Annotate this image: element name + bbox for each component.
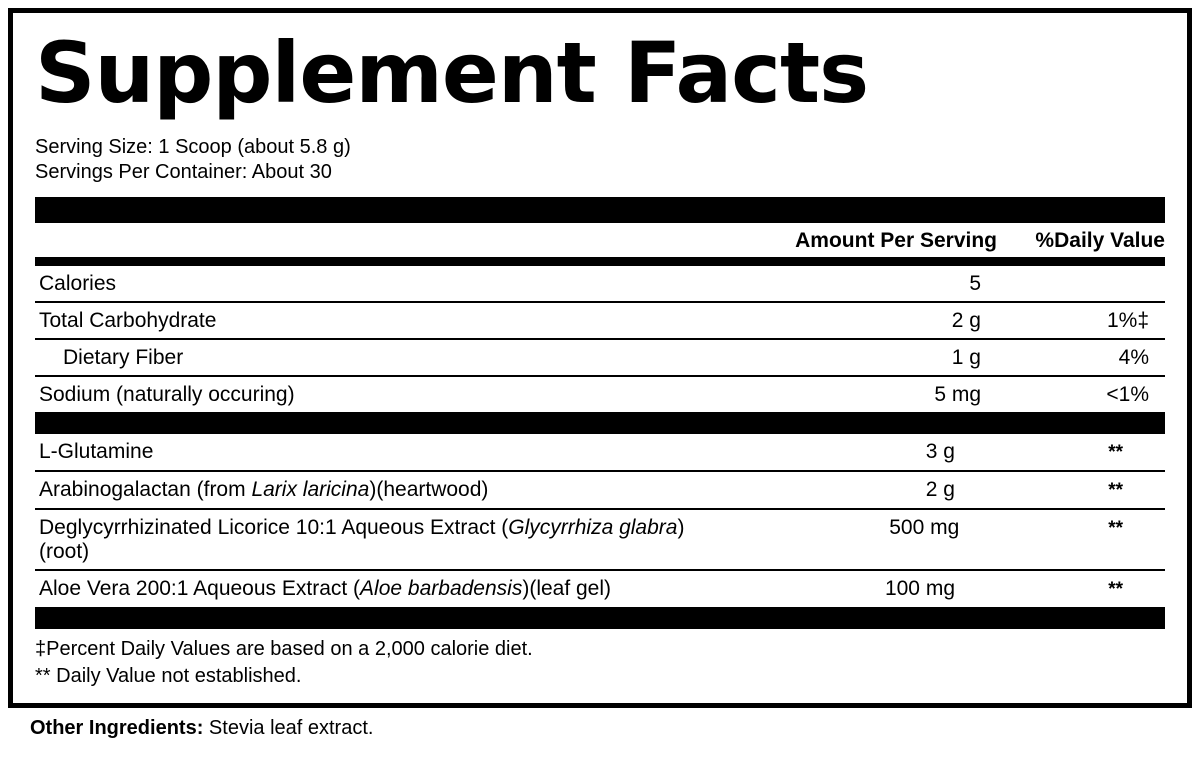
ingredient-dv: ** (1108, 442, 1123, 463)
page-title: Supplement Facts (35, 24, 869, 122)
column-headers (35, 223, 1165, 257)
nutrient-name: Dietary Fiber (63, 346, 184, 369)
supplement-facts-panel (8, 8, 1192, 708)
ingredient-amount: 500 mg (889, 516, 960, 539)
ingredient-amount: 3 g (925, 440, 955, 463)
ingredient-name-pre: Deglycyrrhizinated Licorice 10:1 Aqueous Extract ( (39, 516, 509, 539)
ingredient-dv: ** (1108, 480, 1123, 501)
footnote-daily-values: ‡Percent Daily Values are based on a 2,000 calorie diet. (35, 638, 533, 660)
nutrient-amount: 1 g (951, 346, 981, 369)
ingredient-name (35, 440, 705, 464)
header-daily-value: %Daily Value (1035, 229, 1165, 252)
divider-thick-middle (35, 412, 1165, 434)
nutrient-rows (35, 266, 1165, 412)
other-ingredients (30, 716, 373, 740)
ingredient-dv: ** (1108, 579, 1123, 600)
nutrient-name: Total Carbohydrate (39, 309, 217, 332)
table-row (35, 377, 1165, 412)
ingredient-name (35, 577, 705, 601)
ingredient-name-pre: Aloe Vera 200:1 Aqueous Extract ( (39, 577, 361, 600)
ingredient-name-post: )(heartwood) (369, 478, 489, 501)
ingredient-latin-name: Larix laricina (251, 478, 370, 501)
table-row (35, 510, 1165, 571)
ingredient-name-post: )(root) (39, 516, 685, 563)
ingredient-latin-name: Aloe barbadensis (360, 577, 523, 600)
table-row (35, 303, 1165, 340)
other-ingredients-label: Other Ingredients: (30, 717, 204, 739)
ingredient-dv: ** (1108, 518, 1123, 539)
serving-size: Serving Size: 1 Scoop (about 5.8 g) (35, 136, 351, 158)
divider-thick-top (35, 197, 1165, 223)
divider-thin-under-headers (35, 257, 1165, 266)
ingredient-name-post: )(leaf gel) (522, 577, 612, 600)
servings-per-container: Servings Per Container: About 30 (35, 161, 332, 183)
ingredient-amount: 2 g (925, 478, 955, 501)
table-row (35, 434, 1165, 472)
nutrient-dv: <1% (1106, 383, 1149, 406)
ingredient-name (35, 478, 705, 502)
footnote-not-established: ** Daily Value not established. (35, 665, 302, 687)
divider-thick-bottom (35, 607, 1165, 629)
nutrient-amount: 5 (969, 272, 981, 295)
ingredient-amount: 100 mg (884, 577, 955, 600)
table-row (35, 472, 1165, 510)
other-ingredients-value: Stevia leaf extract. (208, 717, 374, 739)
footnotes (35, 629, 1165, 690)
serving-info (35, 135, 1165, 185)
table-row (35, 571, 1165, 607)
table-row (35, 266, 1165, 303)
ingredient-name-pre: Arabinogalactan (from (39, 478, 252, 501)
nutrient-amount: 2 g (951, 309, 981, 332)
ingredient-name (35, 516, 716, 564)
nutrient-name: Calories (39, 272, 117, 295)
ingredient-latin-name: Glycyrrhiza glabra (508, 516, 678, 539)
ingredient-rows (35, 434, 1165, 607)
table-row (35, 340, 1165, 377)
nutrient-dv: 1%‡ (1106, 309, 1149, 332)
header-amount-per-serving: Amount Per Serving (795, 229, 997, 252)
panel-inner (13, 25, 1187, 690)
nutrient-name: Sodium (naturally occuring) (39, 383, 295, 406)
ingredient-name-pre: L-Glutamine (39, 440, 154, 463)
nutrient-amount: 5 mg (934, 383, 981, 406)
nutrient-dv: 4% (1118, 346, 1149, 369)
